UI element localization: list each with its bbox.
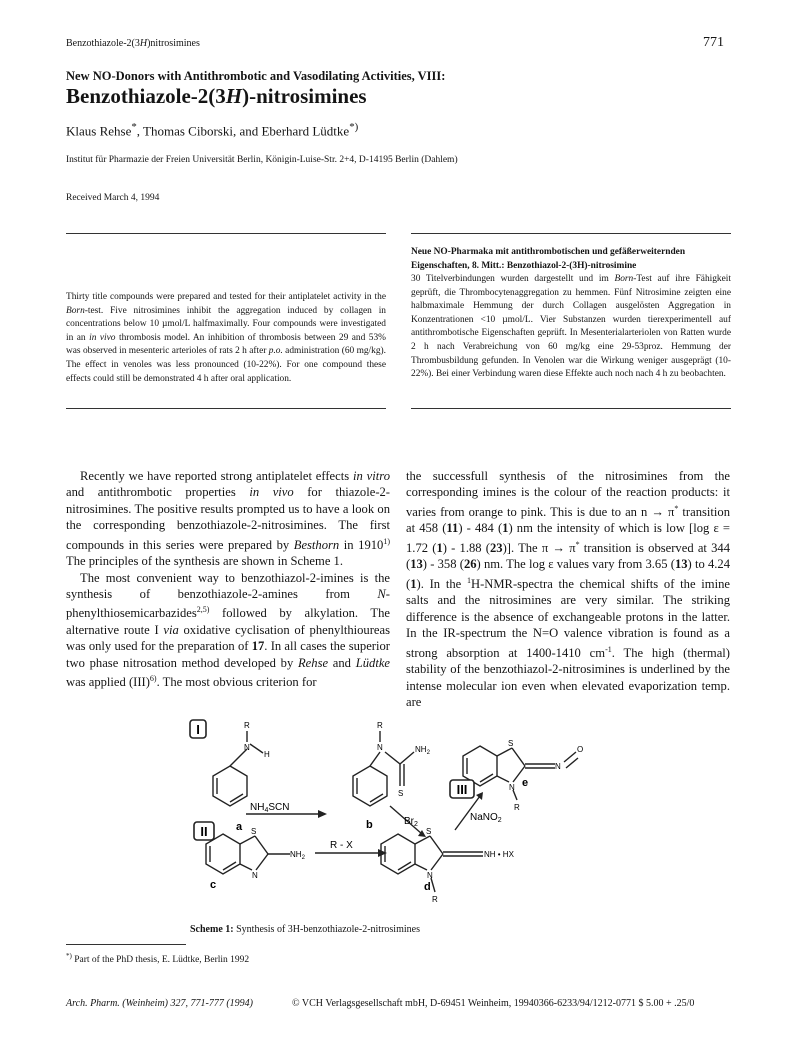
reagent-nano2: NaNO$_2$ <box>470 812 502 824</box>
abstract-german: 30 Titelverbindungen wurden dargestellt und im Born-Test auf ihre Fähigkeit geprüft, die Thrombocytenaggregation zu hemmen. Fünf Nitrosimine zeigten eine halbmaximale Hemmung der durch Collagen ausgelösten Aggregation in Konzentrationen <10 µmol/L. Vier Substanzen wurden tierexperimentell auf antithrombotische Eigenschaften geprüft. In Mesenterialarteriolen von Ratten wurde 2 h nach Verabreichung von 60 mg/kg eine 29-53proz. Hemmung der Thrombusbildung gefunden. In Venolen war die Wirkung weniger ausgeprägt (10-22%). Bei einer Verbindung waren diese Effekte auch noch nach 4 h zu beobachten. <box>411 274 731 380</box>
arrow-head-d-e <box>476 792 483 800</box>
compound-label-a: a <box>236 821 243 833</box>
atom-O-nitroso: O <box>577 745 584 754</box>
synthesis-scheme <box>150 716 620 916</box>
series-title: New NO-Donors with Antithrombotic and Vasodilating Activities, VIII: <box>66 69 446 83</box>
running-head: Benzothiazole-2(3H)nitrosimines <box>66 38 200 49</box>
benzene-ring-d <box>381 834 415 874</box>
atom-R-a: R <box>244 721 250 730</box>
received-date: Received March 4, 1994 <box>66 193 160 203</box>
affiliation: Institut für Pharmazie der Freien Universität Berlin, Königin-Luise-Str. 2+4, D-14195 Berlin (Dahlem) <box>66 155 458 165</box>
svg-text:III: III <box>456 782 468 797</box>
abstract-top-rule-right <box>411 233 731 234</box>
compound-label-e: e <box>522 777 529 789</box>
atom-N-b: N <box>377 743 383 752</box>
abstract-bottom-rule-right <box>411 408 731 409</box>
article-title: Benzothiazole-2(3H)-nitrosimines <box>66 84 367 108</box>
compound-label-c: c <box>210 879 217 891</box>
abstract-top-rule-left <box>66 233 386 234</box>
body-column-left <box>66 468 390 691</box>
atom-NH2-c: $NH_2$ <box>290 850 305 861</box>
body-column-right <box>406 468 730 710</box>
abstract-bottom-rule-left <box>66 408 386 409</box>
atom-N-d: N <box>427 871 433 880</box>
atom-N-a: N <box>244 743 250 752</box>
atom-R-b: R <box>377 721 383 730</box>
abstract-english: Thirty title compounds were prepared and tested for their antiplatelet activity in the Born-test. Five nitrosimines inhibit the aggregation induced by collagen in concentrations below 10 µmol/L halfmaximally. Four compounds were investigated in an in vivo thrombosis model. An inhibition of thrombosis between 29 and 53% was observed in mesenteric arterioles of rats 2 h after p.o. administration (60 mg/kg). The effect in venoles was less pronounced (10-22%). For one compound these effects could still be demonstrated 4 h after oral application. <box>66 292 386 384</box>
benzene-ring-b <box>353 766 387 806</box>
scheme-caption: Scheme 1: Synthesis of 3H-benzothiazole-2-nitrosimines <box>190 924 420 935</box>
reagent-rx: R - X <box>330 840 353 851</box>
author-list: Klaus Rehse*, Thomas Ciborski, and Eberhard Lüdtke*) <box>66 121 359 139</box>
footnote: *) Part of the PhD thesis, E. Lüdtke, Berlin 1992 <box>66 952 250 966</box>
page-number: 771 <box>703 35 724 50</box>
abstract-german-title: Neue NO-Pharmaka mit antithrombotischen und gefäßerweiternden Eigenschaften, 8. Mitt.: Benzothiazol-2-(3H)-nitrosimine <box>411 247 686 271</box>
salt-label: NH • HX <box>484 850 514 859</box>
benzene-ring-a <box>213 766 247 806</box>
atom-NH2-b: $NH_2$ <box>415 745 430 756</box>
atom-H-a: H <box>264 750 270 759</box>
atom-N-nitroso: N <box>555 762 561 771</box>
atom-R-d: R <box>432 895 438 904</box>
compound-label-d: d <box>424 881 431 893</box>
atom-S-e: S <box>508 739 514 748</box>
svg-text:I: I <box>196 722 200 737</box>
journal-citation: Arch. Pharm. (Weinheim) 327, 771-777 (1994) <box>66 998 254 1009</box>
atom-S-d: S <box>426 827 432 836</box>
compound-label-b: b <box>366 819 373 831</box>
atom-S-c: S <box>251 827 257 836</box>
arrow-head-a-b <box>318 810 327 818</box>
atom-S-b: S <box>398 789 404 798</box>
footnote-rule <box>66 944 186 945</box>
reagent-nh4scn: $NH_4SCN$ <box>250 802 290 814</box>
svg-text:II: II <box>200 824 208 839</box>
atom-N-c: N <box>252 871 258 880</box>
atom-R-e: R <box>514 803 520 812</box>
atom-N-e: N <box>509 783 515 792</box>
reagent-br2: $Br_2$ <box>404 816 418 828</box>
body-paragraph-1: Recently we have reported strong antiplatelet effects in vitro and antithrombotic properties in vivo for thiazole-2-nitrosimines. The positive results prompted us to have a look on the corresponding benzothiazole-2-nitrosimines. The first compounds in this series were prepared by Besthorn in 1910$^{1)}$ The principles of the synthesis are shown in Scheme 1. <box>66 469 391 569</box>
body-paragraph-3: the successfull synthesis of the nitrosimines from the corresponding imines is the colour of the reaction products: it varies from orange to pink. This is due to an n → π* transition at 458 (11) - 484 (1) nm the intensity of which is low [log ε = 1.72 (1) - 1.88 (23)]. The π → π* transition is observed at 344 (13) - 358 (26) nm. The log ε values vary from 3.65 (13) to 4.24 (1). In the $^1$H-NMR-spectra the chemical shifts of the imine salts and the nitrosimines are very similar. The striking difference is the absence of exchangeable protons in the latter. In the IR-spectrum the N=O valence vibration is found as a strong absorption at 1400-1410 $cm^{-1}$. The high (thermal) stability of the benzothiazol-2-nitrosimines is underlined by the intense molecular ion even when elevated evaporization temp. are <box>406 469 730 710</box>
publisher-line: © VCH Verlagsgesellschaft mbH, D-69451 Weinheim, 19940366-6233/94/1212-0771 $ 5.00 + .25/0 <box>292 998 695 1009</box>
body-paragraph-2: The most convenient way to benzothiazol-2-imines is the synthesis of benzothiazole-2-amines from N-phenylthiosemicarbazides$^{2,5)}$ followed by alkylation. The alternative route I via oxidative cyclisation of phenylthioureas was only used for the preparation of 17. In all cases the superior two phase nitrosation method developed by Rehse and Lüdtke was applied (III)$^{6)}$. The most obvious criterion for <box>66 570 390 690</box>
